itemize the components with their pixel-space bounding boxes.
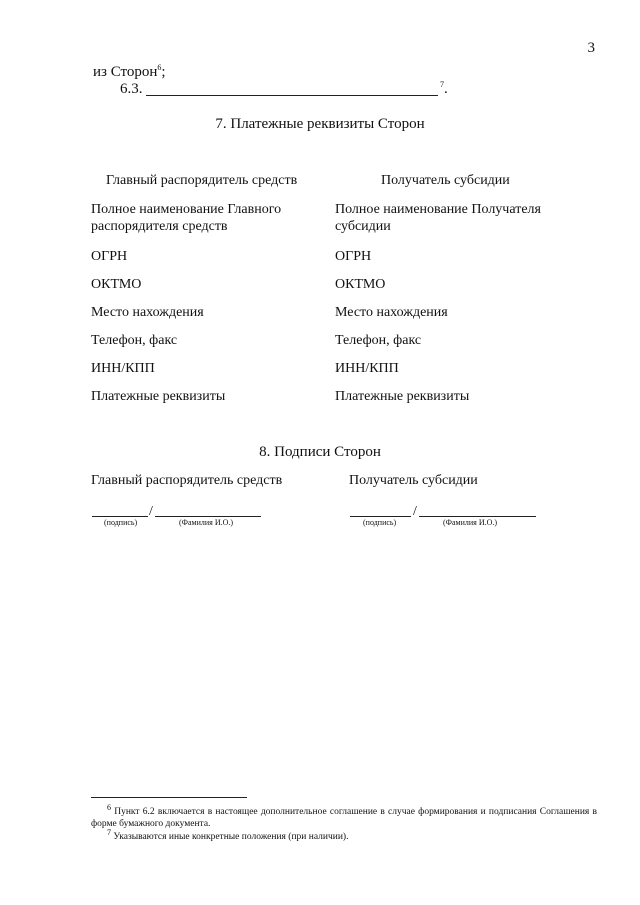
requisites-left-row-ogrn: ОГРН [91, 249, 128, 264]
section-7-title: 7. Платежные реквизиты Сторон [215, 116, 425, 132]
requisites-right-row-ogrn: ОГРН [335, 249, 372, 264]
item-6-3-punct: . [444, 81, 448, 97]
item-6-3-number: 6.3. [120, 81, 143, 97]
requisites-right-row-payment: Платежные реквизиты [335, 389, 470, 404]
section-8-title: 8. Подписи Сторон [259, 444, 381, 460]
footnote-7-mark: 7 [107, 827, 111, 837]
footnote-7 [107, 827, 349, 843]
continuation-punct: ; [161, 64, 166, 80]
footnote-6 [91, 802, 597, 830]
right-signature-line [350, 516, 411, 517]
right-name-line [419, 516, 536, 517]
requisites-right-row-full-name: Полное наименование Получателя субсидии [335, 202, 541, 234]
requisites-left-header: Главный распорядитель средств [106, 173, 298, 188]
right-name-caption: (Фамилия И.О.) [443, 518, 498, 527]
footnote-7-text: Указываются иные конкретные положения (при наличии). [113, 832, 349, 842]
left-name-line [155, 516, 261, 517]
right-signature-slash: / [413, 504, 417, 519]
requisites-left-row-oktmo: ОКТМО [91, 277, 142, 292]
requisites-left-row-inn: ИНН/КПП [91, 361, 155, 376]
footnote-separator [91, 797, 247, 798]
requisites-left-row-location: Место нахождения [91, 305, 204, 320]
requisites-right-row-location: Место нахождения [335, 305, 448, 320]
right-signature-caption: (подпись) [363, 518, 397, 527]
left-name-caption: (Фамилия И.О.) [179, 518, 234, 527]
requisites-left-row-phone: Телефон, факс [91, 333, 178, 348]
left-signature-caption: (подпись) [104, 518, 138, 527]
requisites-right-row-phone: Телефон, факс [335, 333, 422, 348]
signatures-left-header: Главный распорядитель средств [91, 473, 283, 488]
requisites-left-row-payment: Платежные реквизиты [91, 389, 226, 404]
item-6-3-blank-line [146, 95, 438, 96]
requisites-left-row-full-name: Полное наименование Главного распорядителя средств [91, 202, 282, 234]
left-signature-line [92, 516, 148, 517]
footnote-6-mark: 6 [107, 802, 111, 812]
continuation-line [93, 64, 166, 81]
page-number: 3 [587, 40, 595, 56]
continuation-text: из Сторон [93, 64, 158, 80]
signatures-right-header: Получатель субсидии [349, 473, 478, 488]
footnote-ref-6: 6 [157, 63, 162, 72]
footnote-ref-7: 7 [440, 80, 444, 89]
requisites-right-row-inn: ИНН/КПП [335, 361, 399, 376]
requisites-right-row-oktmo: ОКТМО [335, 277, 386, 292]
item-6-3-end [440, 81, 448, 98]
left-signature-slash: / [149, 504, 153, 519]
requisites-right-header: Получатель субсидии [381, 173, 510, 188]
footnote-6-text: Пункт 6.2 включается в настоящее дополнительное соглашение в случае формирования и подписания Соглашения в форме бумажного документа. [91, 807, 597, 829]
